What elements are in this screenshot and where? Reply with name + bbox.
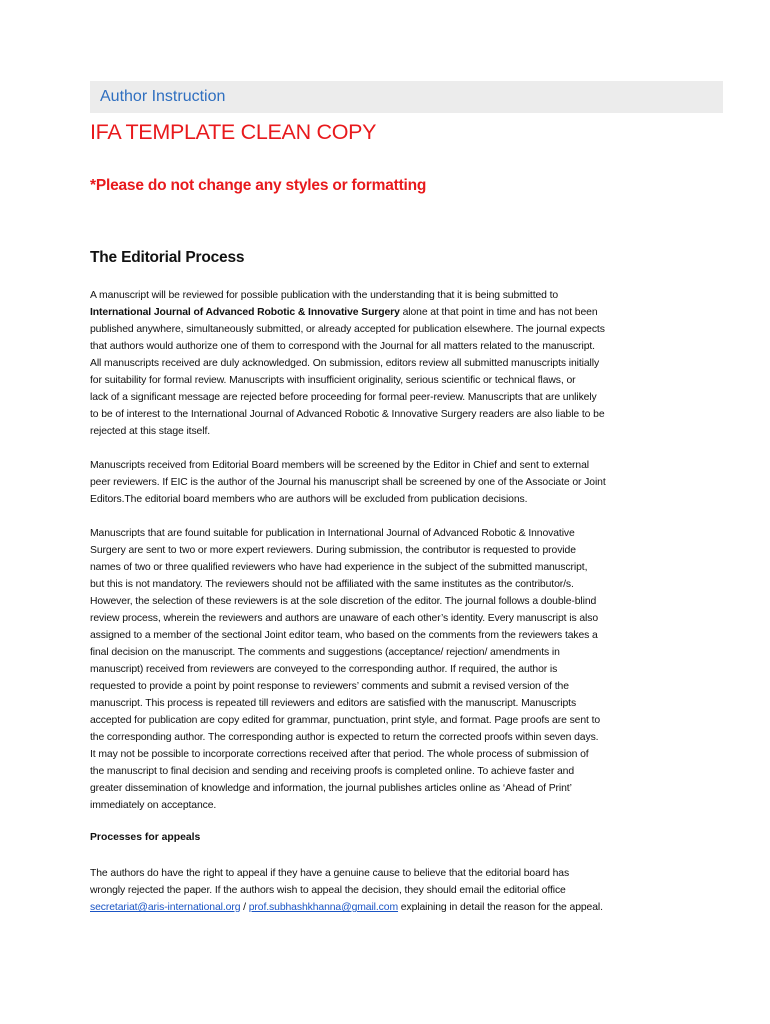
text-line: to be of interest to the International Journal of Advanced Robotic & Innovative Surgery readers are also liable to be	[90, 409, 605, 420]
document-title: IFA TEMPLATE CLEAN COPY	[90, 120, 377, 144]
text-line: rejected at this stage itself.	[90, 426, 211, 437]
section-title-appeals: Processes for appeals	[90, 832, 201, 843]
email-link-editor[interactable]: prof.subhashkhanna@gmail.com	[248, 902, 399, 913]
text-line: lack of a significant message are rejected before proceeding for formal peer-review. Manuscripts that are unlikely	[90, 392, 597, 403]
text-line: but this is not mandatory. The reviewers should not be affiliated with the same institutes as the contributor/s.	[90, 579, 574, 590]
text-line: A manuscript will be reviewed for possible publication with the understanding that it is being submitted to	[90, 290, 559, 301]
text-line: accepted for publication are copy edited for grammar, punctuation, print style, and format. Page proofs are sent to	[90, 715, 601, 726]
text-line: Editors.The editorial board members who are authors will be excluded from publication decisions.	[90, 494, 528, 505]
banner-label: Author Instruction	[100, 88, 226, 105]
text-line: Manuscripts that are found suitable for publication in International Journal of Advanced Robotic & Innovative	[90, 528, 575, 539]
text-line: review process, wherein the reviewers and authors are unaware of each other’s identity. Every manuscript is also	[90, 613, 599, 624]
author-instruction-banner	[90, 81, 723, 113]
text-line: It may not be possible to incorporate corrections received after that period. The whole process of submission of	[90, 749, 589, 760]
text-line: published anywhere, simultaneously submitted, or already accepted for publication elsewhere. The journal expects	[90, 324, 605, 335]
text-line: the corresponding author. The corresponding author is expected to return the corrected proofs within seven days.	[90, 732, 599, 743]
text-line: final decision on the manuscript. The comments and suggestions (acceptance/ rejection/ amendments in	[90, 647, 560, 658]
text-line: However, the selection of these reviewers is at the sole discretion of the editor. The journal follows a double-blind	[90, 596, 597, 607]
paragraph-submission	[90, 287, 690, 440]
text-line: manuscript. This process is repeated till reviewers and editors are satisfied with the manuscript. Manuscripts	[90, 698, 577, 709]
text-line: that authors would authorize one of them to correspond with the Journal for all matters related to the manuscript.	[90, 341, 595, 352]
text-line: the manuscript to final decision and sending and receiving proofs is completed online. To achieve faster and	[90, 766, 575, 777]
paragraph-appeals	[90, 865, 690, 916]
text-span: alone at that point in time and has not been	[399, 307, 598, 318]
text-line: Manuscripts received from Editorial Board members will be screened by the Editor in Chief and sent to external	[90, 460, 589, 471]
text-line: wrongly rejected the paper. If the authors wish to appeal the decision, they should email the editorial office	[90, 885, 566, 896]
text-line: assigned to a member of the sectional Joint editor team, who based on the comments from the reviewers takes a	[90, 630, 598, 641]
text-line: All manuscripts received are duly acknowledged. On submission, editors review all submitted manuscripts initially	[90, 358, 600, 369]
formatting-warning: *Please do not change any styles or formatting	[90, 177, 427, 194]
text-span: explaining in detail the reason for the appeal.	[398, 902, 603, 913]
text-line: Surgery are sent to two or more expert reviewers. During submission, the contributor is requested to provide	[90, 545, 576, 556]
text-line: for suitability for formal review. Manuscripts with insufficient originality, serious scientific or technical flaws, or	[90, 375, 576, 386]
text-line: manuscript) received from reviewers are conveyed to the corresponding author. If required, the author is	[90, 664, 558, 675]
text-line: immediately on acceptance.	[90, 800, 217, 811]
text-line: The authors do have the right to appeal if they have a genuine cause to believe that the editorial board has	[90, 868, 570, 879]
text-line	[90, 899, 690, 916]
text-line: peer reviewers. If EIC is the author of the Journal his manuscript shall be screened by one of the Associate or Joint	[90, 477, 606, 488]
paragraph-review-process	[90, 525, 690, 814]
section-title-editorial-process: The Editorial Process	[90, 249, 245, 266]
journal-name: International Journal of Advanced Robotic & Innovative Surgery	[90, 307, 400, 318]
text-line: greater dissemination of knowledge and information, the journal publishes articles online as ‘Ahead of Print’	[90, 783, 572, 794]
text-line: requested to provide a point by point response to reviewers’ comments and submit a revised version of the	[90, 681, 569, 692]
text-line: names of two or three qualified reviewers who have had experience in the subject of the submitted manuscript,	[90, 562, 588, 573]
text-line	[90, 304, 690, 321]
paragraph-editorial-board	[90, 457, 690, 508]
email-link-secretariat[interactable]: secretariat@aris-international.org	[90, 902, 241, 913]
email-separator: /	[240, 902, 249, 913]
